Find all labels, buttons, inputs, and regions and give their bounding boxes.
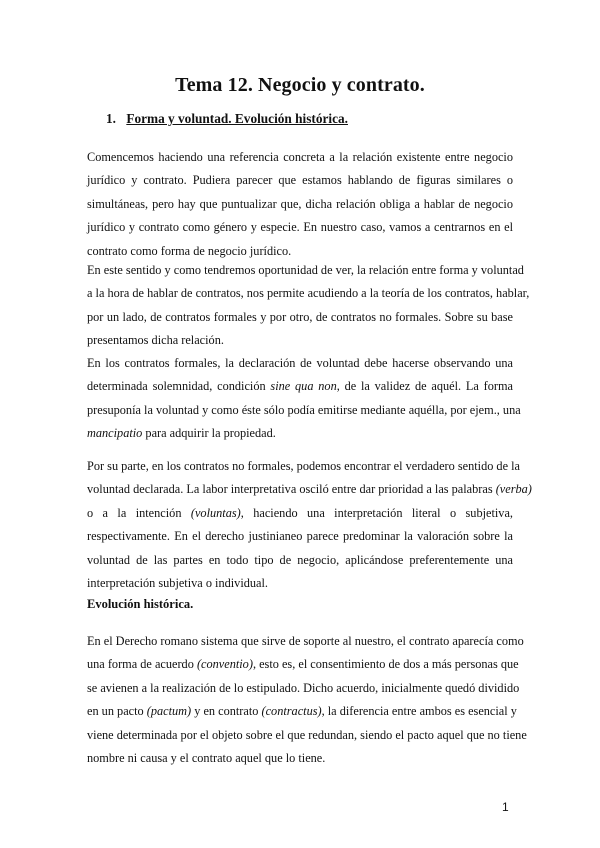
section-number: 1.: [106, 111, 116, 126]
paragraph-line: interpretación subjetiva o individual.: [87, 576, 268, 591]
latin-term: (conventio): [196, 657, 253, 672]
latin-term: mancipatio: [87, 426, 143, 441]
latin-term: (voluntas): [190, 505, 241, 520]
paragraph-line: En el Derecho romano sistema que sirve de soporte al nuestro, el contrato aparecía como: [87, 634, 524, 648]
paragraph-line: presentamos dicha relación.: [87, 333, 224, 348]
paragraph-line: determinada solemnidad, condición sine qua non, de la validez de aquél. La forma: [87, 379, 513, 394]
paragraph-line: viene determinada por el objeto sobre el que redundan, siendo el pacto aquel que no tiene: [87, 727, 527, 742]
paragraph-line: se avienen a la realización de lo estipulado. Dicho acuerdo, inicialmente quedó dividido: [87, 680, 520, 695]
paragraph-line: Por su parte, en los contratos no formales, podemos encontrar el verdadero sentido de la: [87, 459, 520, 473]
paragraph-line: En los contratos formales, la declaración de voluntad debe hacerse observando una: [87, 356, 513, 370]
latin-term: (pactum): [146, 704, 192, 719]
paragraph-line: una forma de acuerdo (conventio), esto es, el consentimiento de dos a más personas que: [87, 657, 519, 672]
section-heading-text: Forma y voluntad. Evolución histórica.: [126, 111, 348, 126]
paragraph-line: En este sentido y como tendremos oportunidad de ver, la relación entre forma y voluntad: [87, 263, 524, 277]
paragraph-line: respectivamente. En el derecho justinianeo parece predominar la valoración sobre la: [87, 529, 513, 544]
paragraph-line: simultáneas, pero hay que puntualizar que, dicha relación obliga a hablar de negocio: [87, 196, 513, 211]
paragraph-line: nombre ni causa y el contrato aquel que lo tiene.: [87, 751, 326, 766]
latin-term: (verba): [495, 482, 532, 497]
paragraph-line: en un pacto (pactum) y en contrato (contractus), la diferencia entre ambos es esencial y: [87, 704, 517, 719]
latin-term: (contractus): [261, 704, 322, 719]
paragraph-line: o a la intención (voluntas), haciendo una interpretación literal o subjetiva,: [87, 505, 513, 520]
paragraph-3: [87, 352, 521, 446]
paragraph-2: [87, 259, 530, 353]
paragraph-line: a la hora de hablar de contratos, nos permite acudiendo a la teoría de los contratos, hablar,: [87, 286, 530, 301]
paragraph-line: contrato como forma de negocio jurídico.: [87, 243, 292, 258]
paragraph-line: presuponía la voluntad y como éste sólo podía emitirse mediante aquélla, por ejem., una: [87, 402, 521, 417]
paragraph-line: voluntad de las partes en todo tipo de negocio, aplicándose preferentemente una: [87, 552, 513, 567]
paragraph-4: [87, 455, 532, 595]
paragraph-line: jurídico y contrato como género y especie. En nuestro caso, vamos a centrarnos en el: [87, 220, 513, 235]
latin-term: sine qua non: [270, 379, 337, 394]
section-heading: [106, 111, 348, 127]
paragraph-line: por un lado, de contratos formales y por otro, de contratos no formales. Sobre su base: [87, 309, 513, 324]
paragraph-5: [87, 630, 527, 770]
subheading: Evolución histórica.: [87, 597, 194, 611]
paragraph-line: jurídico y contrato. Pudiera parecer que estamos hablando de figuras similares o: [87, 173, 513, 188]
paragraph-line: voluntad declarada. La labor interpretativa osciló entre dar prioridad a las palabras (verba): [87, 482, 532, 497]
paragraph-line: mancipatio para adquirir la propiedad.: [87, 426, 276, 441]
page-number: 1: [502, 800, 509, 814]
paragraph-line: Comencemos haciendo una referencia concreta a la relación existente entre negocio: [87, 150, 513, 164]
paragraph-1: [87, 146, 513, 263]
page-title: Tema 12. Negocio y contrato.: [175, 74, 425, 96]
